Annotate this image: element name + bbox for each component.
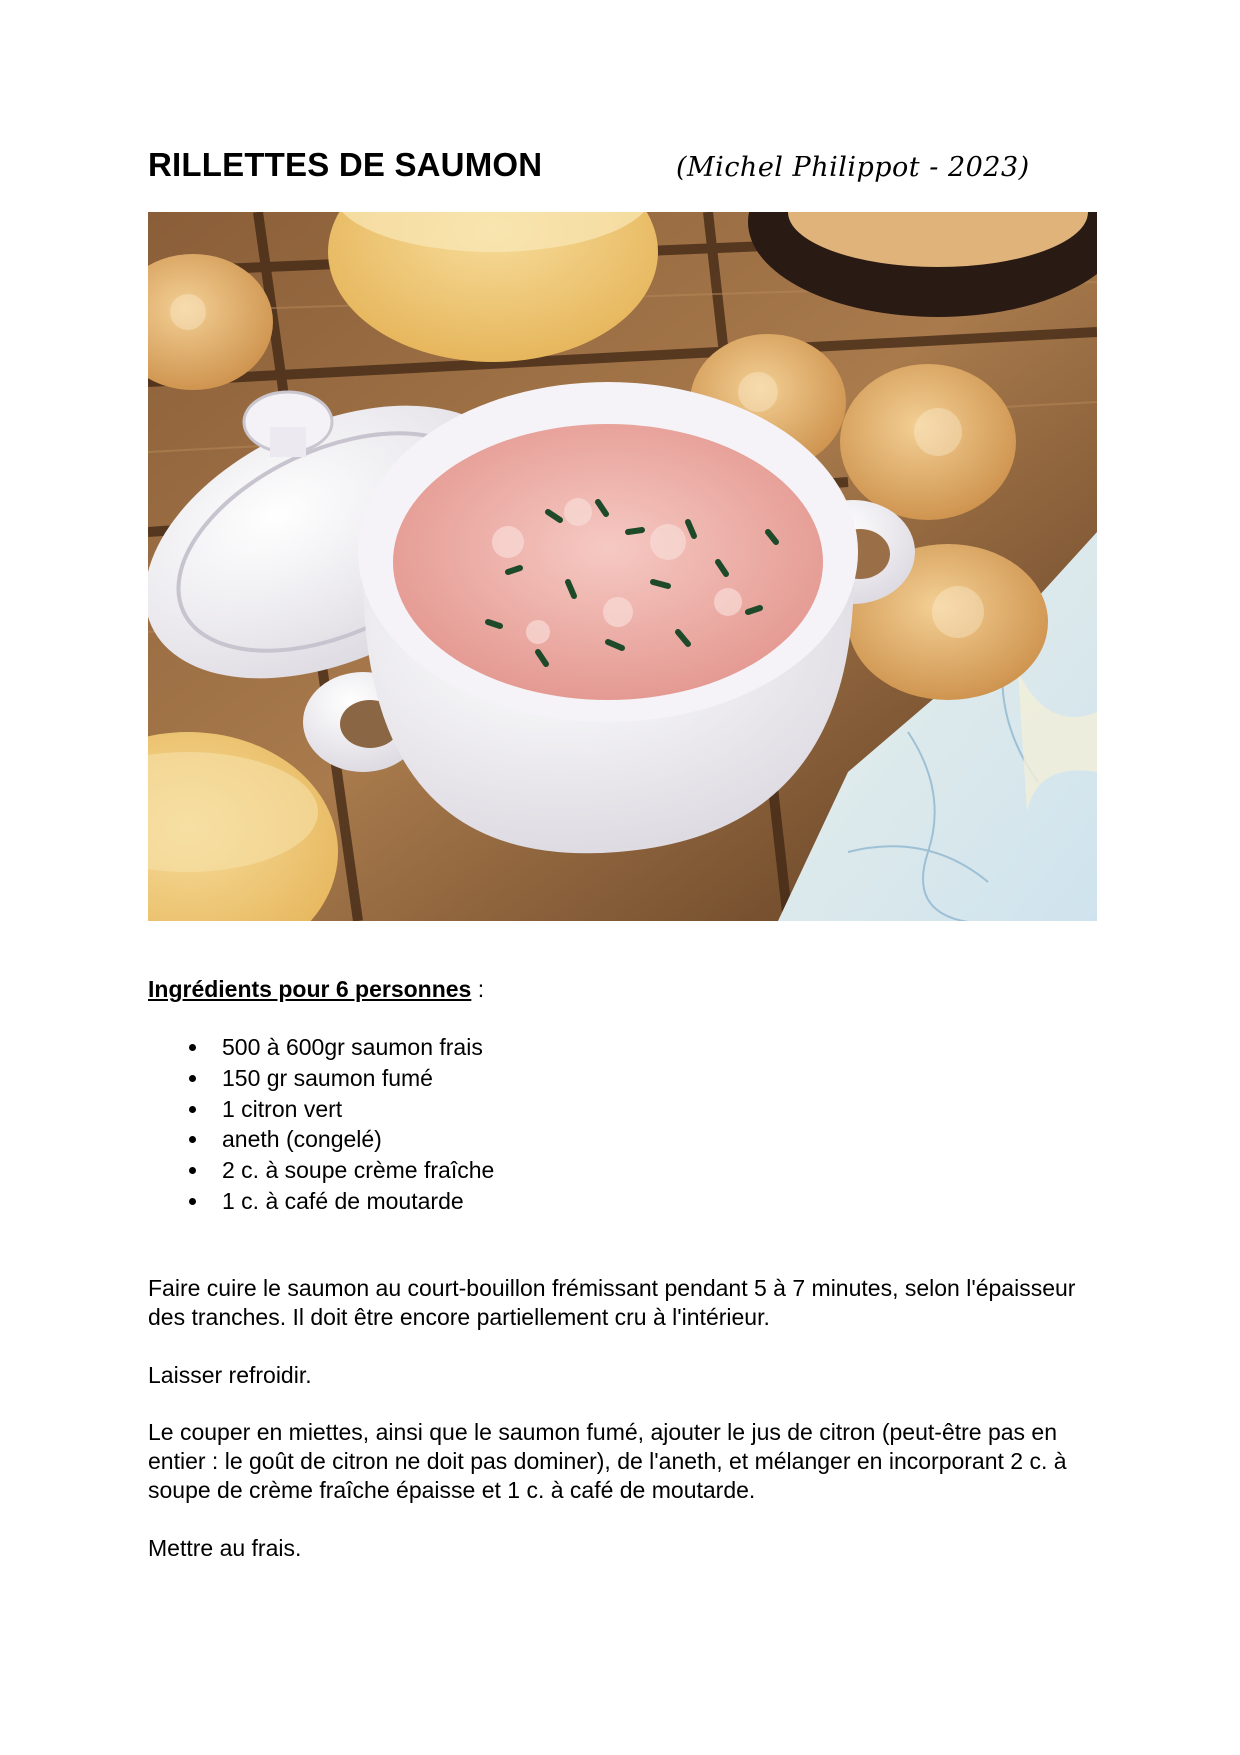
bullet-icon	[189, 1075, 196, 1082]
ingredients-list	[148, 1032, 494, 1217]
ingredient-text: 500 à 600gr saumon frais	[222, 1034, 483, 1060]
bullet-icon	[189, 1136, 196, 1143]
bullet-icon	[189, 1044, 196, 1051]
bullet-icon	[189, 1198, 196, 1205]
ingredient-text: 2 c. à soupe crème fraîche	[222, 1157, 495, 1184]
salmon-rillettes-photo-icon	[148, 212, 1097, 921]
step-paragraph-2: Laisser refroidir.	[148, 1362, 312, 1388]
list-item	[148, 1094, 494, 1125]
recipe-author: (Michel Philippot - 2023)	[676, 152, 1030, 183]
bullet-icon	[189, 1106, 196, 1113]
step-paragraph-3: Le couper en miettes, ainsi que le saumon fumé, ajouter le jus de citron (peut-être pas en entier : le goût de citron ne doit pas dominer), de l'aneth, et mélanger en incorporant 2 c. à soupe de crème fraîche épaisse et 1 c. à café de moutarde.	[148, 1419, 1067, 1503]
ingredients-title-suffix: :	[471, 976, 485, 1002]
ingredient-text: aneth (congelé)	[222, 1126, 382, 1153]
recipe-photo	[148, 212, 1097, 921]
list-item	[148, 1186, 494, 1217]
bullet-icon	[189, 1167, 196, 1174]
ingredient-text: 1 citron vert	[222, 1095, 343, 1122]
list-item	[148, 1032, 494, 1063]
list-item	[148, 1124, 494, 1155]
ingredient-text: 1 c. à café de moutarde	[222, 1187, 464, 1214]
ingredients-title: Ingrédients pour 6 personnes	[148, 976, 472, 1002]
recipe-title: RILLETTES DE SAUMON	[148, 146, 543, 183]
list-item	[148, 1063, 494, 1094]
step-paragraph-1: Faire cuire le saumon au court-bouillon frémissant pendant 5 à 7 minutes, selon l'épaisseur des tranches. Il doit être encore partiellement cru à l'intérieur.	[148, 1275, 1076, 1330]
step-paragraph-4: Mettre au frais.	[148, 1535, 302, 1561]
list-item	[148, 1155, 494, 1186]
ingredients-heading	[148, 976, 484, 1003]
ingredient-text: 150 gr saumon fumé	[222, 1064, 433, 1091]
